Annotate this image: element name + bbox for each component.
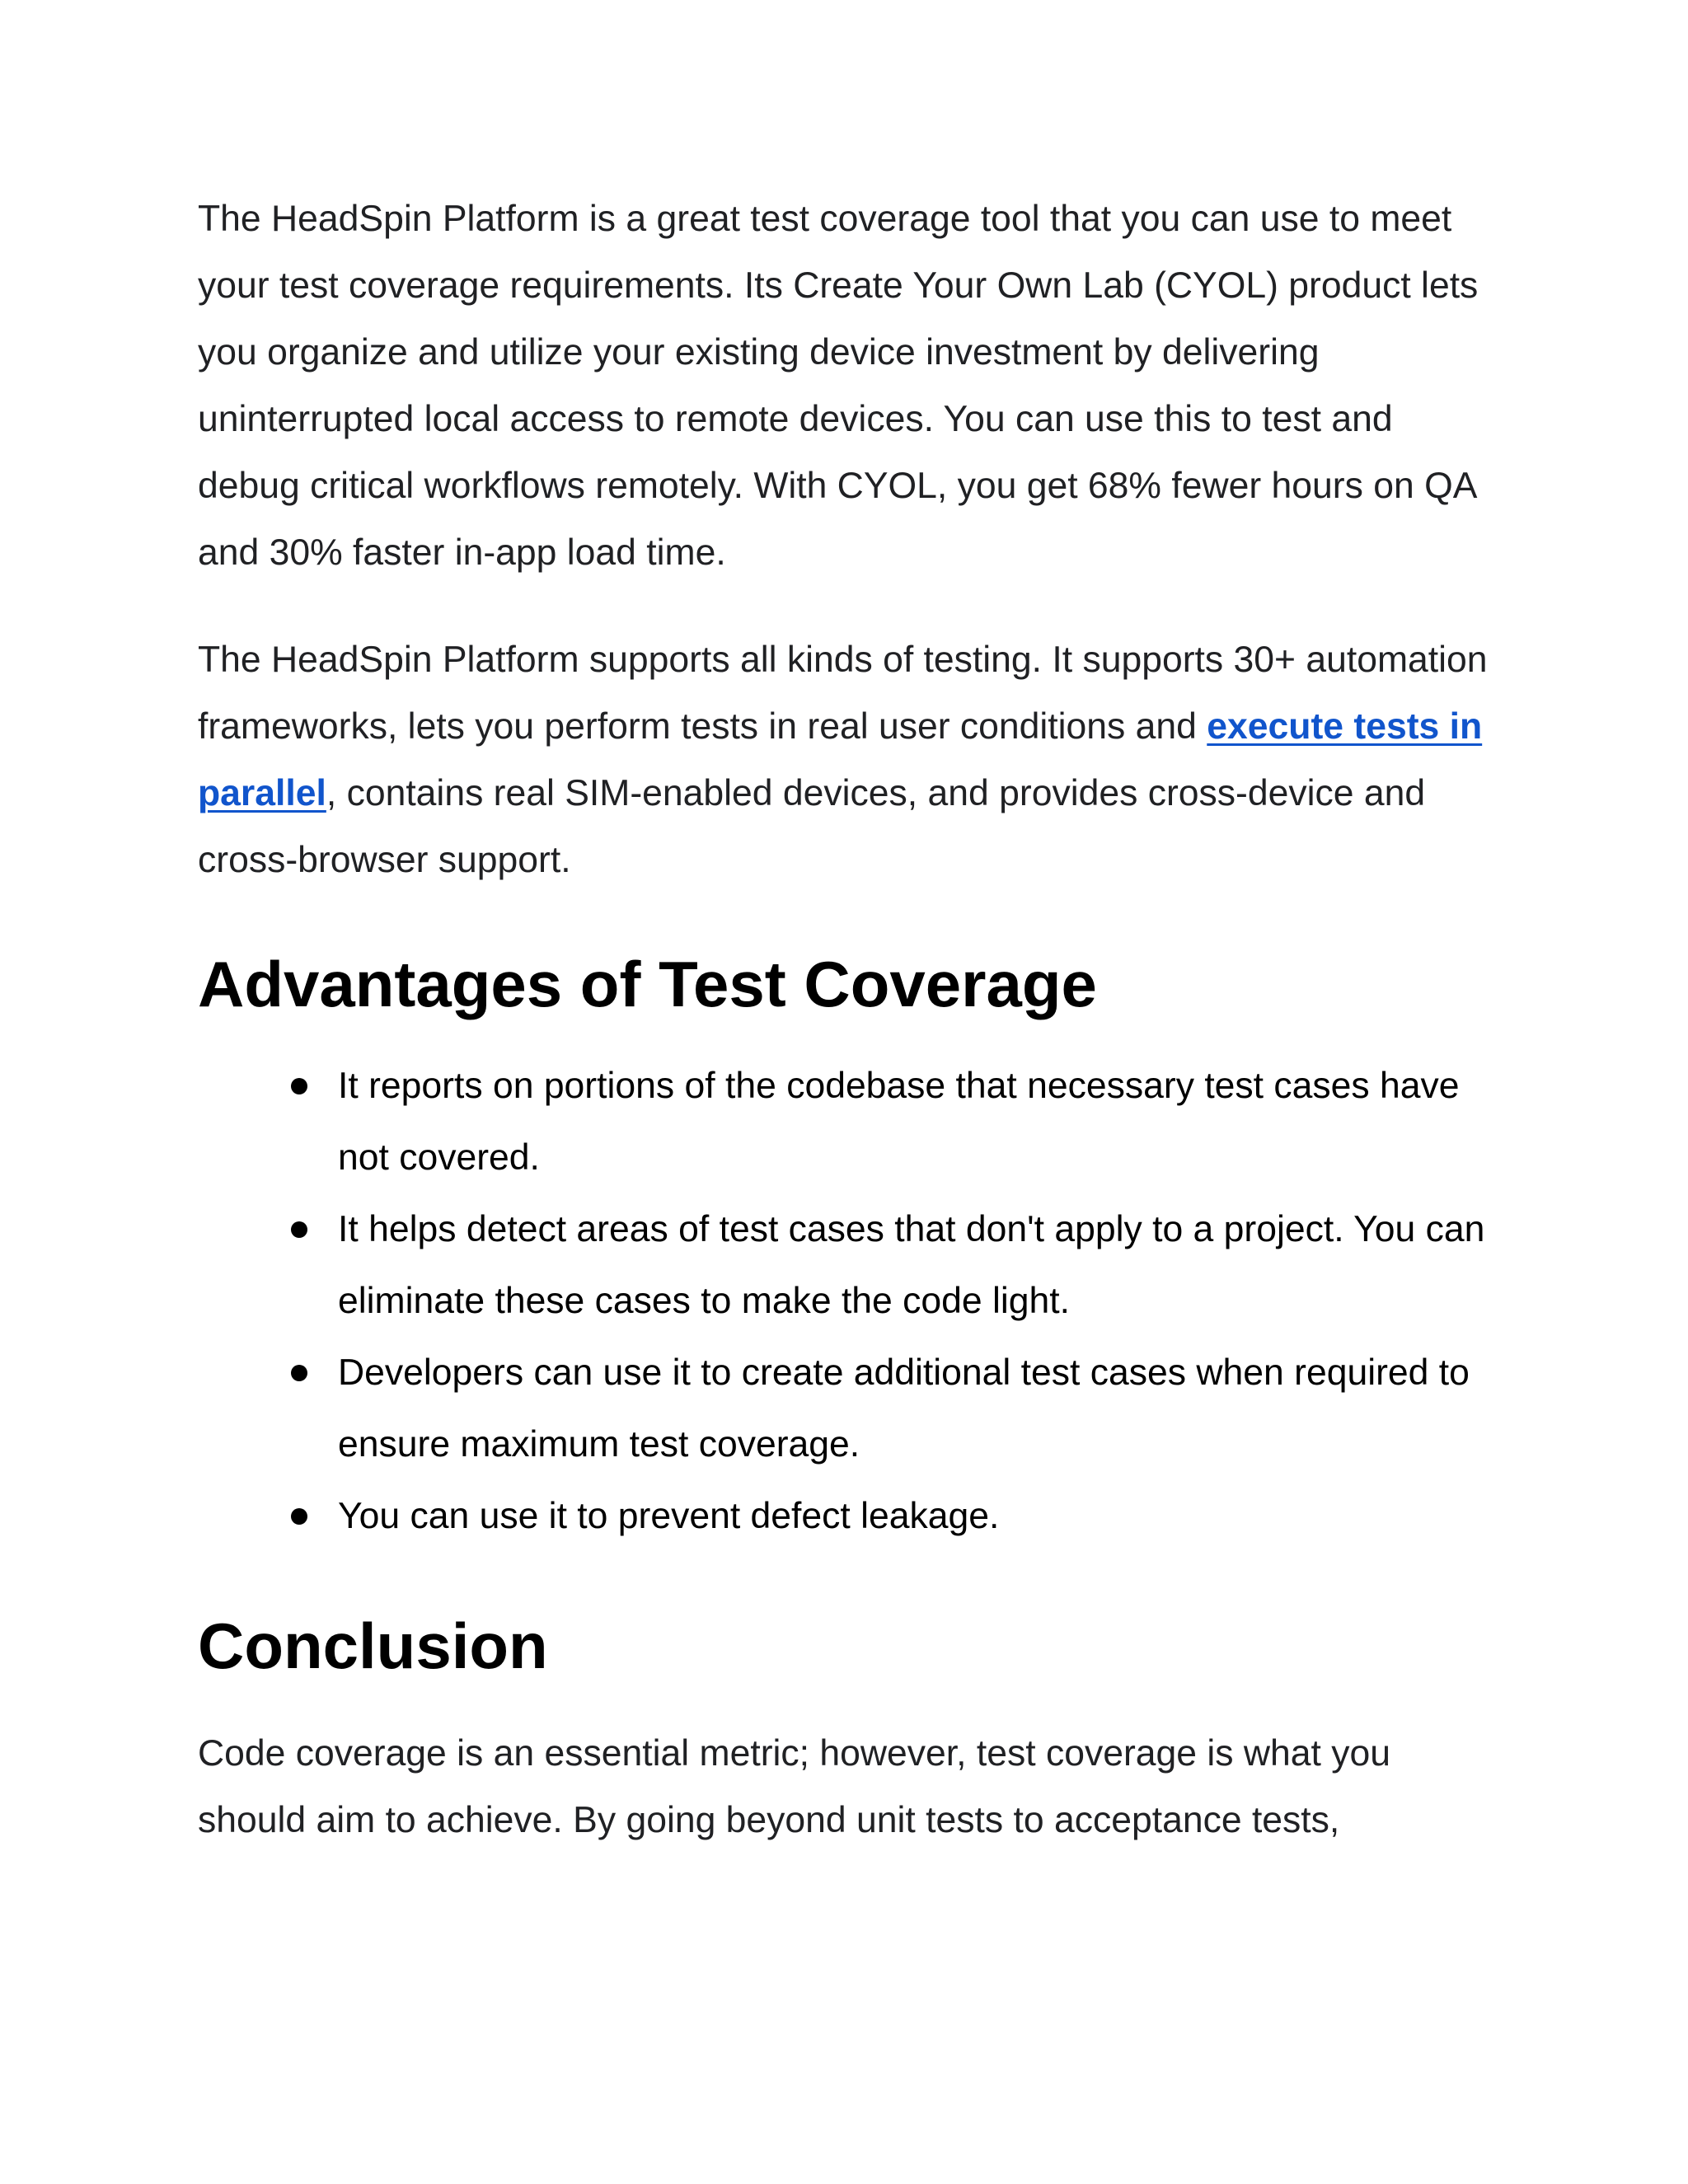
list-item (338, 1050, 1500, 1193)
conclusion-heading: Conclusion (198, 1610, 548, 1682)
list-item-text: You can use it to prevent defect leakage. (338, 1496, 1000, 1536)
bullet-icon (291, 1078, 307, 1094)
paragraph-2-text-start: The HeadSpin Platform supports all kinds of testing. It supports 30+ automation frameworks, lets you perform tests in real user conditions and (198, 640, 1488, 747)
advantages-heading: Advantages of Test Coverage (198, 948, 1097, 1020)
bullet-icon (291, 1221, 307, 1238)
intro-paragraph-2 (198, 626, 1500, 893)
list-item (338, 1337, 1500, 1480)
list-item-text: It helps detect areas of test cases that don't apply to a project. You can eliminate these cases to make the code light. (338, 1209, 1485, 1321)
document-page (198, 185, 1500, 1854)
conclusion-paragraph: Code coverage is an essential metric; however, test coverage is what you should aim to achieve. By going beyond unit tests to acceptance tests, (198, 1733, 1390, 1840)
bullet-icon (291, 1365, 307, 1381)
paragraph-2-text-end: , contains real SIM-enabled devices, and provides cross-device and cross-browser support. (198, 773, 1426, 880)
advantages-list (198, 1050, 1500, 1552)
execute-tests-in-parallel-link[interactable]: execute tests in parallel (198, 706, 1483, 813)
list-item (338, 1193, 1500, 1337)
bullet-icon (291, 1508, 307, 1525)
list-item (338, 1480, 1500, 1552)
list-item-text: Developers can use it to create additional test cases when required to ensure maximum test coverage. (338, 1352, 1470, 1465)
intro-paragraph-1: The HeadSpin Platform is a great test coverage tool that you can use to meet your test coverage requirements. Its Create Your Own Lab (CYOL) product lets you organize and utilize your existing device investment by delivering uninterrupted local access to remote devices. You can use this to test and debug critical workflows remotely. With CYOL, you get 68% fewer hours on QA and 30% faster in-app load time. (198, 199, 1479, 573)
list-item-text: It reports on portions of the codebase that necessary test cases have not covered. (338, 1066, 1460, 1178)
